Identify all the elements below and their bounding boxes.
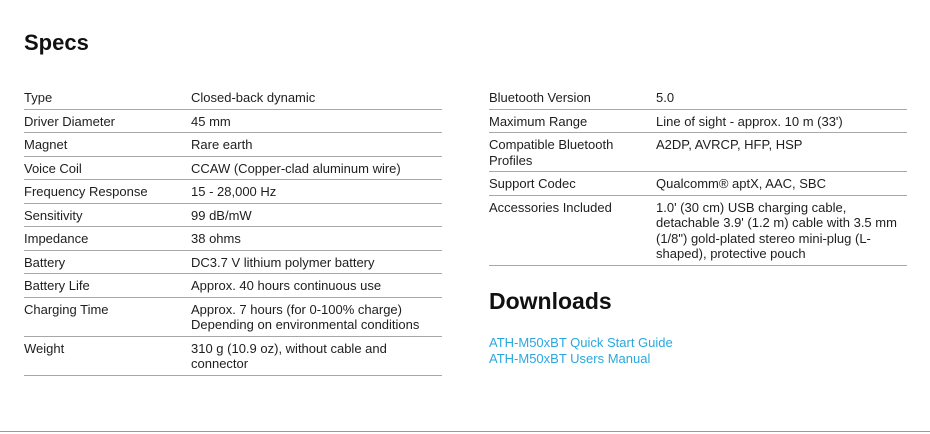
spec-value: Qualcomm® aptX, AAC, SBC (656, 172, 907, 196)
spec-row-bluetooth-profiles (489, 133, 907, 172)
spec-label: Battery (24, 250, 191, 274)
spec-row-weight (24, 336, 442, 375)
spec-row-battery (24, 250, 442, 274)
spec-row-type (24, 86, 442, 109)
bottom-divider (0, 431, 930, 432)
spec-value: 45 mm (191, 109, 442, 133)
spec-label: Charging Time (24, 297, 191, 336)
spec-value: 5.0 (656, 86, 907, 109)
spec-row-voice-coil (24, 156, 442, 180)
specs-heading: Specs (24, 30, 89, 55)
spec-row-bluetooth-version (489, 86, 907, 109)
spec-row-impedance (24, 227, 442, 251)
spec-row-charging-time (24, 297, 442, 336)
spec-row-accessories (489, 195, 907, 265)
downloads-heading: Downloads (489, 288, 612, 314)
spec-value: Line of sight - approx. 10 m (33') (656, 109, 907, 133)
spec-label: Compatible Bluetooth Profiles (489, 133, 656, 172)
downloads-list (489, 335, 673, 366)
spec-row-magnet (24, 133, 442, 157)
spec-label: Magnet (24, 133, 191, 157)
specs-table-right (489, 86, 907, 266)
spec-label: Voice Coil (24, 156, 191, 180)
spec-label: Sensitivity (24, 203, 191, 227)
quick-start-guide-link[interactable]: ATH-M50xBT Quick Start Guide (489, 335, 673, 350)
spec-value: CCAW (Copper-clad aluminum wire) (191, 156, 442, 180)
specs-table-left (24, 86, 442, 376)
spec-value: 1.0' (30 cm) USB charging cable, detachable 3.9' (1.2 m) cable with 3.5 mm (1/8") gold-plated stereo mini-plug (L-shaped), protective pouch (656, 195, 907, 265)
spec-label: Driver Diameter (24, 109, 191, 133)
spec-label: Weight (24, 336, 191, 375)
spec-value: Rare earth (191, 133, 442, 157)
spec-value: 310 g (10.9 oz), without cable and connector (191, 336, 442, 375)
users-manual-link[interactable]: ATH-M50xBT Users Manual (489, 350, 651, 366)
spec-value: DC3.7 V lithium polymer battery (191, 250, 442, 274)
spec-row-driver-diameter (24, 109, 442, 133)
spec-label: Accessories Included (489, 195, 656, 265)
spec-row-frequency-response (24, 180, 442, 204)
spec-row-maximum-range (489, 109, 907, 133)
spec-label: Type (24, 86, 191, 109)
spec-label: Battery Life (24, 274, 191, 298)
spec-value: A2DP, AVRCP, HFP, HSP (656, 133, 907, 172)
spec-value: Closed-back dynamic (191, 86, 442, 109)
spec-value: 15 - 28,000 Hz (191, 180, 442, 204)
spec-label: Maximum Range (489, 109, 656, 133)
spec-label: Impedance (24, 227, 191, 251)
spec-label: Bluetooth Version (489, 86, 656, 109)
spec-label: Frequency Response (24, 180, 191, 204)
spec-value: 38 ohms (191, 227, 442, 251)
spec-row-support-codec (489, 172, 907, 196)
spec-value: Approx. 7 hours (for 0-100% charge) Depending on environmental conditions (191, 297, 442, 336)
spec-label: Support Codec (489, 172, 656, 196)
spec-value: 99 dB/mW (191, 203, 442, 227)
spec-row-battery-life (24, 274, 442, 298)
spec-row-sensitivity (24, 203, 442, 227)
spec-value: Approx. 40 hours continuous use (191, 274, 442, 298)
